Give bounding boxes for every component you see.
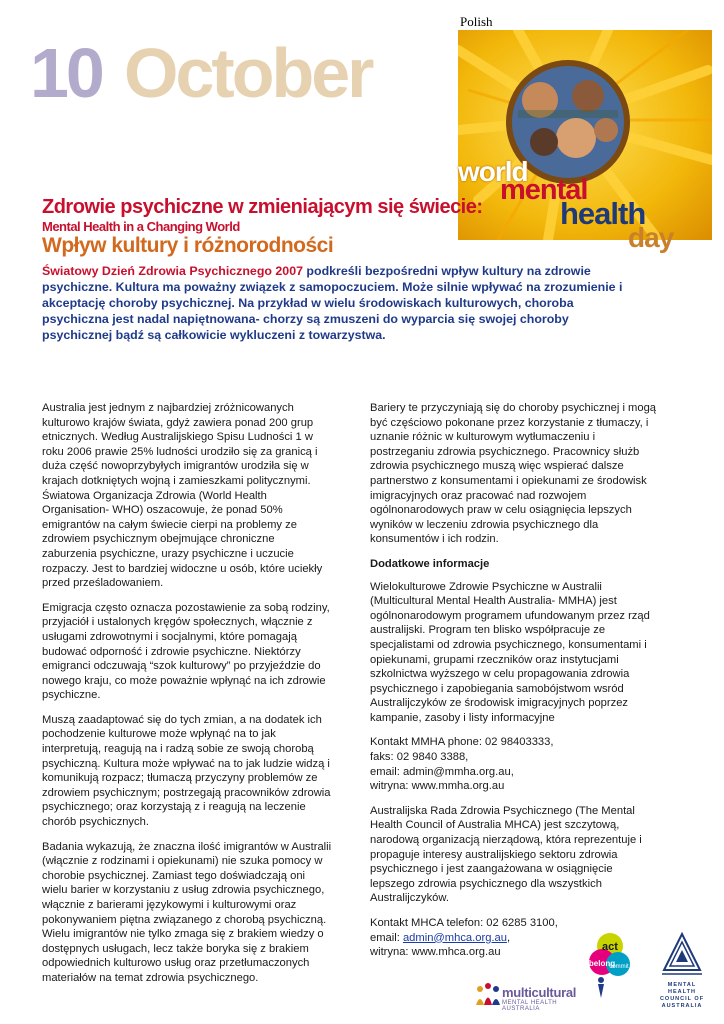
section-heading: Dodatkowe informacje — [370, 557, 490, 570]
intro-highlight: Światowy Dzień Zdrowia Psychicznego 2007 — [42, 264, 303, 278]
people-icon — [474, 979, 502, 1009]
council-emblem-icon — [652, 930, 712, 980]
council-line: HEALTH — [668, 989, 696, 995]
mhca-phone: Kontakt MHCA telefon: 02 6285 3100, — [370, 917, 558, 929]
mmha-contact — [370, 735, 660, 793]
body-paragraph: Wielokulturowe Zdrowie Psychiczne w Australii (Multicultural Mental Health Australia- MMHA) jest ogólnonarodowym programem ufundowanym przez rząd australijski. Program ten blisko współpracuje ze specjalistami od zdrowia psychicznego, konsumentami i opiekunami, grupami rzeczników oraz instytucjami szkolnictwa wyższego w celu propagowania zdrowia psychicznego i zapobiegania samobójstwom wsród Australijczyków ze środowisk imigracyjnych poprzez kampanie, zasoby i listy informacyjne — [370, 580, 650, 724]
mhca-email-link[interactable]: admin@mhca.org.au — [402, 931, 507, 944]
mhca-email-suffix: , — [506, 931, 511, 944]
council-line: MENTAL — [667, 982, 697, 988]
body-paragraph: Australijska Rada Zdrowia Psychicznego (The Mental Health Council of Australia MHCA) jest szczytową, narodową organizacją nierządową, która reprezentuje i propaguje interesy australijskiego sektoru zdrowia psychicznego i jest zaangażowana w osiągnięcie lepszego zdrowia psychicznego dla wszystkich Australijczyków. — [370, 804, 642, 905]
logo-mental: mental — [500, 174, 588, 206]
body-paragraph: Emigracja często oznacza pozostawienie za sobą rodziny, przyjaciół i ustalonych kręgów społecznych, włącznie z usługami zdrowotnymi i socjalnymi, które pomagają budować odporność i zdrowie psychiczne. Niektórzy emigranci odczuwają “szok kulturowy” po przyjeździe do nowego kraju, co może poważnie wpłynąć na ich zdrowie psychiczne. — [42, 601, 330, 702]
commit-word: commit — [609, 964, 629, 970]
body-paragraph: Muszą zaadaptować się do tych zmian, a na dodatek ich pochodzenie kulturowe może wpłynąć na to jak interpretują, reagują na i radzą sobie ze swoją chorobą psychiczną. Kultura może wpływać na to jak ludzie widzą i komunikują rozpacz; tłumaczą przyczyny problemów ze zdrowiem psychicznym; postrzegają pracowników zdrowia psychicznego; oraz korzystają z i reagują na leczenie chorób psychicznych. — [42, 713, 331, 829]
council-line: COUNCIL OF — [659, 996, 705, 1002]
mmha-email: email: admin@mmha.org.au, — [370, 765, 514, 778]
mental-health-council-logo — [652, 930, 712, 1016]
multicultural-logo-text: multicultural — [502, 985, 577, 1000]
mmha-website: witryna: www.mmha.org.au — [370, 780, 505, 793]
multicultural-logo-subtext: MENTAL HEALTH AUSTRALIA — [502, 1000, 558, 1012]
mmha-fax: faks: 02 9840 3388, — [370, 751, 469, 764]
body-paragraph: Australia jest jednym z najbardziej zróżnicowanych kulturowo krajów świata, gdyż zawiera ponad 200 grup etnicznych. Według Australijskiego Spisu Ludności 1 w roku 2006 prawie 25% ludności urodziło się za granicą i duża część nowoprzybyłych imigrantów urodziła się w krajach dotkniętych wojną i zamieszkami politycznymi. Światowa Organizacja Zdrowia (World Health Organisation- WHO) oszacowuje, że ponad 50% emigrantów na całym świecie cierpi na problemy ze zdrowiem psychicznym obejmujące chroniczne zaburzenia psychiczne, urazy psychiczne i uczucie rozpaczy. Jest to bardziej widoczne u osób, które uciekły przed prześladowaniem. — [42, 402, 323, 590]
logo-world: world — [458, 156, 528, 187]
mhca-email-prefix: email: — [370, 931, 403, 944]
date-month: October — [124, 34, 372, 112]
council-logo-text — [652, 982, 712, 1010]
logo-day: day — [628, 222, 674, 253]
council-line: AUSTRALIA — [661, 1003, 703, 1009]
mhca-website: witryna: www.mhca.org.au — [370, 946, 501, 959]
intro-paragraph — [42, 263, 642, 343]
mmha-phone: Kontakt MMHA phone: 02 98403333, — [370, 736, 554, 749]
multicultural-logo — [474, 975, 584, 1015]
column-left — [42, 401, 332, 996]
intro-text: podkreśli bezpośredni wpływ kultury na zdrowie psychiczne. Kultura ma poważny związek z samopoczuciem. Może silnie wpływać na zrozumienie i akceptację choroby psychicznej. Na przykład w wielu środowiskach kulturowych, choroba psychiczna jest nadal napiętnowana- chorzy są zmuszeni do wyparcia się swojej choroby psychicznej bądź są całkowicie wykluczeni z towarzystwa. — [42, 264, 623, 342]
date-day: 10 — [30, 34, 102, 112]
act-belong-commit-logo — [588, 932, 634, 1012]
page-title-english: Mental Health in a Changing World — [42, 219, 240, 234]
page-subtitle: Wpływ kultury i różnorodności — [42, 234, 334, 257]
logo-health: health — [560, 196, 646, 231]
body-paragraph: Bariery te przyczyniają się do choroby psychicznej i mogą być częściowo pokonane przez korzystanie z tłumaczy, i uznanie różnic w kulturowym wytłumaczeniu i postrzeganiu zdrowia psychicznego. Pracownicy służb zdrowia psychicznego muszą więc wspierać dalsze partnerstwo z konsumentami i opiekunami ze środowisk imigracyjnych oraz pracować nad rozwojem ogólnonarodowych praw w celu osiągnięcia lepszych wyników w leczeniu zdrowia psychicznego dla konsumentów i ich rodzin. — [370, 402, 657, 546]
act-word: act — [602, 941, 618, 953]
column-right — [370, 401, 660, 970]
body-paragraph: Badania wykazują, że znaczna ilość imigrantów w Australii (włącznie z rodzinami i opiekunami) nie szuka pomocy w chorobie psychicznej. Zamiast tego doświadczają oni wielu barier w korzystaniu z usług zdrowia psychicznego, włącznie z barierami językowymi i kulturowymi oraz pokonywaniem piętna związanego z chorobą psychiczną. Wielu imigrantów nie tylko zmaga się z brakiem wiedzy o dostępnych usługach, lecz także boryka się z brakiem odpowiednich kulturowo usług oraz przetłumaczonych materiałów na temat zdrowia psychicznego. — [42, 840, 332, 984]
language-label: Polish — [460, 14, 493, 29]
belong-word: belong — [588, 959, 616, 968]
page-title: Zdrowie psychiczne w zmieniającym się świecie: — [42, 196, 483, 218]
